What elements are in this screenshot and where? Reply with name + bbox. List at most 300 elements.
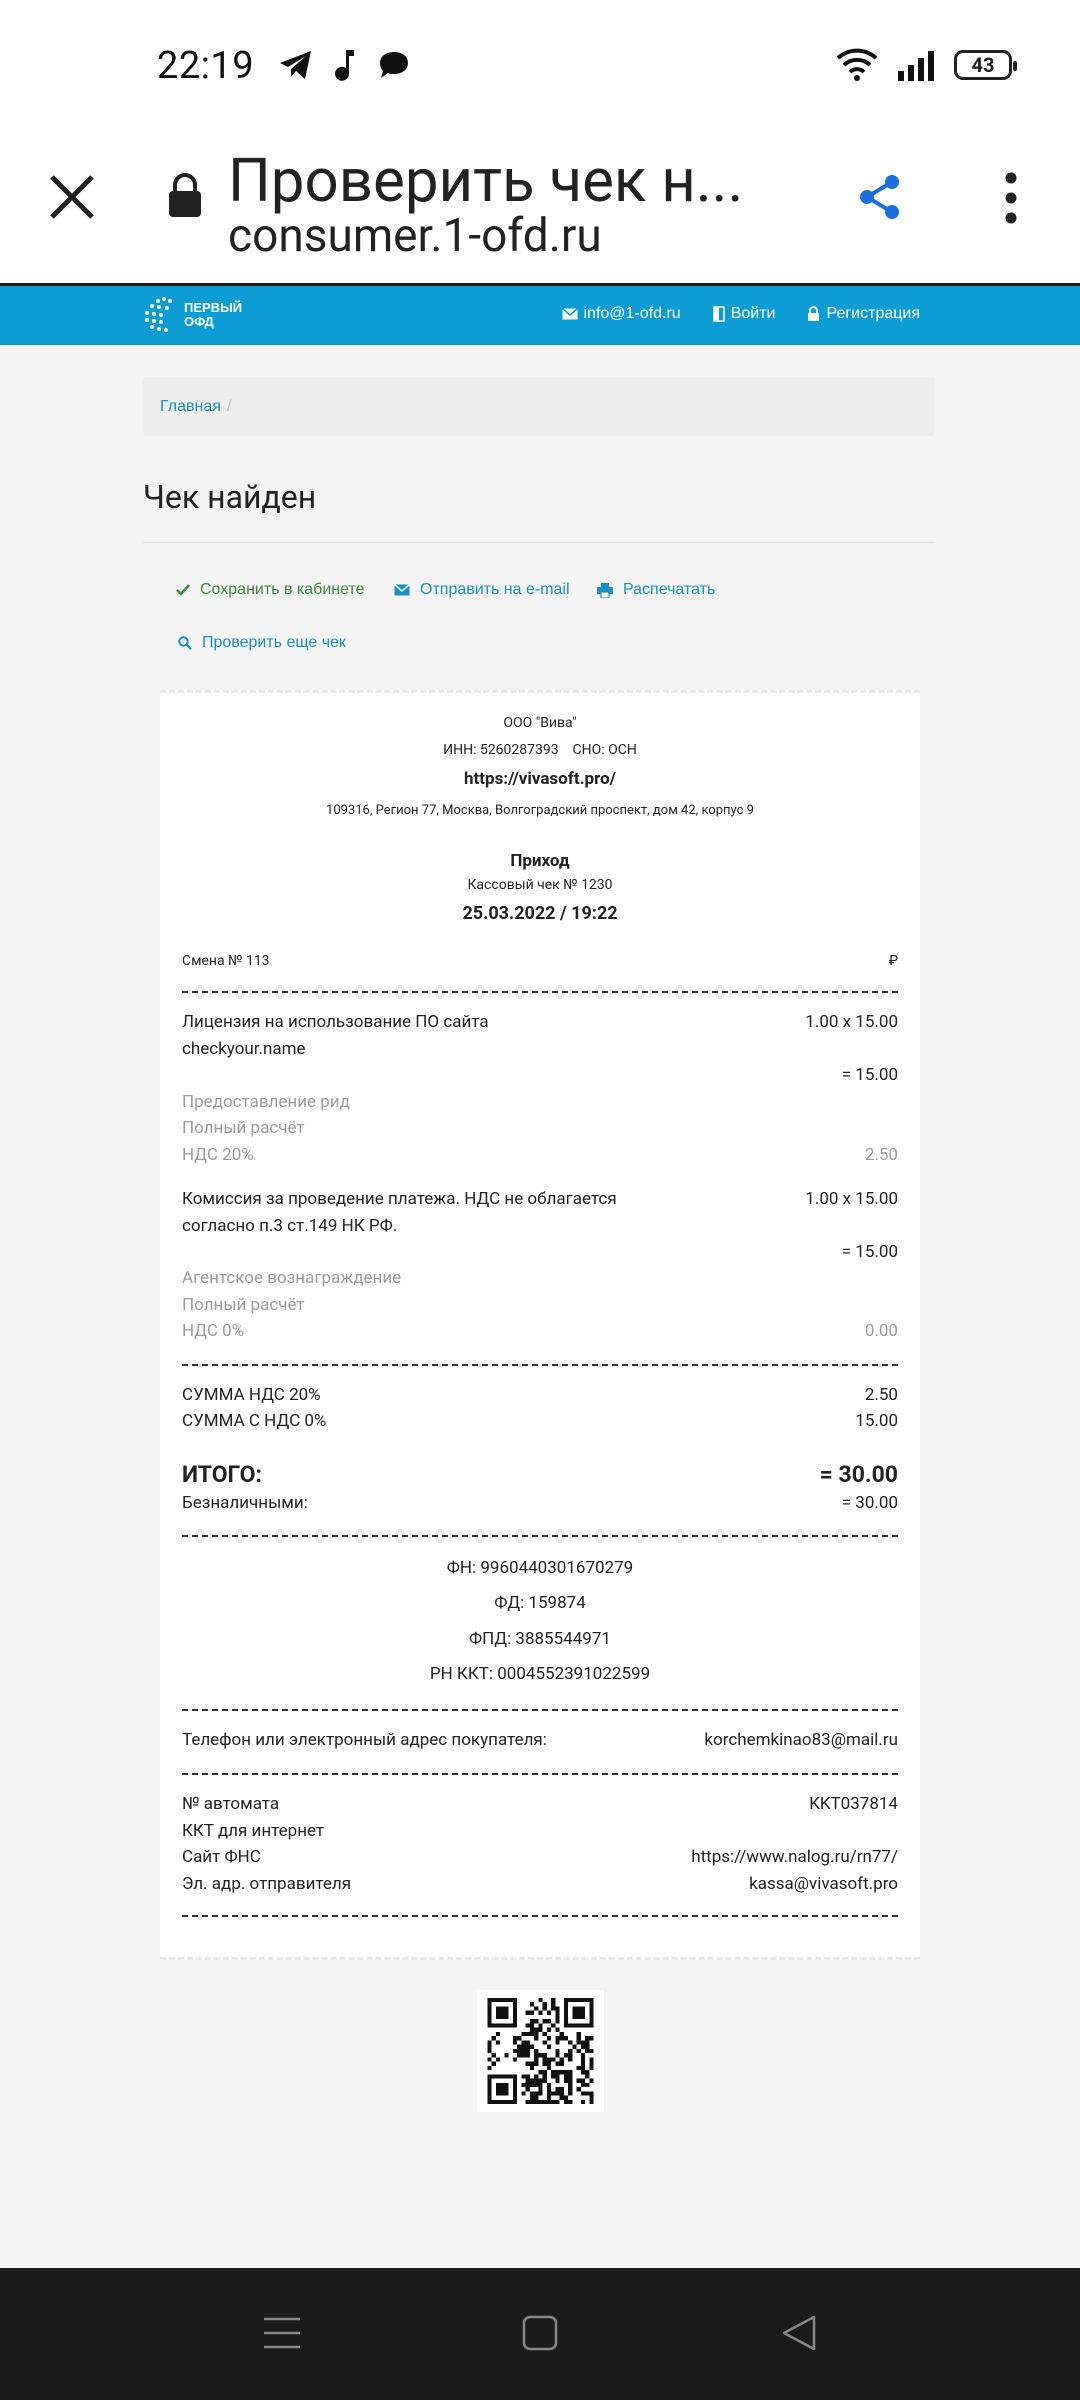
item-payment: Полный расчёт <box>182 1295 305 1315</box>
qr-module <box>560 2062 564 2066</box>
qr-module <box>589 2002 593 2006</box>
qr-module <box>589 2015 593 2019</box>
cashless-label: Безналичными: <box>182 1493 308 1513</box>
logo-dots-icon <box>142 296 176 334</box>
item-name-line2: согласно п.3 ст.149 НК РФ. <box>182 1216 398 1236</box>
qr-module <box>534 2083 538 2087</box>
check-another-button[interactable] <box>178 634 346 652</box>
qr-module <box>526 2079 530 2083</box>
qr-module <box>538 2079 542 2083</box>
qr-module <box>526 2032 530 2036</box>
qr-module <box>585 2040 589 2044</box>
music-note-icon <box>334 48 358 82</box>
qr-module <box>564 1998 568 2002</box>
page-title: Чек найден <box>143 478 317 516</box>
login-link[interactable] <box>713 305 776 323</box>
qr-module <box>555 2028 559 2032</box>
sender-email-label: Эл. адр. отправителя <box>182 1874 352 1894</box>
receipt-datetime: 25.03.2022 / 19:22 <box>462 903 618 924</box>
qr-module <box>488 2002 492 2006</box>
qr-module <box>555 2040 559 2044</box>
qr-module <box>534 2100 538 2104</box>
qr-module <box>496 2057 500 2061</box>
qr-module <box>534 2032 538 2036</box>
qr-module <box>538 2070 542 2074</box>
qr-module <box>547 2096 551 2100</box>
qr-module <box>581 2011 585 2015</box>
machine-number-label: № автомата <box>182 1794 280 1814</box>
qr-module <box>547 2011 551 2015</box>
qr-module <box>560 2036 564 2040</box>
qr-module <box>589 2023 593 2027</box>
qr-module <box>526 2062 530 2066</box>
close-icon[interactable] <box>46 171 98 223</box>
qr-module <box>581 2079 585 2083</box>
qr-module <box>585 2023 589 2027</box>
qr-module <box>564 2053 568 2057</box>
qr-module <box>530 2066 534 2070</box>
breadcrumb <box>143 377 935 436</box>
qr-module <box>517 2045 521 2049</box>
qr-module <box>496 2006 500 2010</box>
qr-module <box>555 2074 559 2078</box>
qr-module <box>488 2100 492 2104</box>
qr-module <box>551 2002 555 2006</box>
qr-module <box>568 2100 572 2104</box>
vat0-total-value: 15.00 <box>855 1411 898 1431</box>
item-name-line2: checkyour.name <box>182 1039 306 1059</box>
site-header <box>0 283 1080 345</box>
qr-module <box>513 2096 517 2100</box>
org-name: ООО "Вива" <box>503 715 577 731</box>
qr-module <box>488 2066 492 2070</box>
search-icon <box>178 636 192 650</box>
qr-module <box>504 2006 508 2010</box>
fns-site-value: https://www.nalog.ru/rn77/ <box>691 1847 898 1867</box>
buyer-contact-value: korchemkinao83@mail.ru <box>704 1730 898 1750</box>
qr-module <box>517 2049 521 2053</box>
qr-module <box>568 2091 572 2095</box>
qr-module <box>547 2057 551 2061</box>
status-time: 22:19 <box>157 44 255 88</box>
qr-module <box>560 2057 564 2061</box>
browser-toolbar <box>0 135 1080 283</box>
qr-module <box>496 2032 500 2036</box>
save-to-cabinet-button[interactable] <box>176 581 365 599</box>
vat20-total-label: СУММА НДС 20% <box>182 1385 321 1405</box>
qr-module <box>564 2015 568 2019</box>
qr-module <box>543 2019 547 2023</box>
item-vat-value: 0.00 <box>864 1321 898 1341</box>
qr-module <box>488 2040 492 2044</box>
qr-module <box>564 2011 568 2015</box>
qr-module <box>534 2049 538 2053</box>
qr-module <box>513 2074 517 2078</box>
qr-module <box>538 2023 542 2027</box>
qr-module <box>577 2011 581 2015</box>
qr-module <box>538 2100 542 2104</box>
qr-module <box>496 2083 500 2087</box>
divider <box>182 1535 898 1537</box>
qr-module <box>589 2096 593 2100</box>
qr-module <box>555 2011 559 2015</box>
machine-number-value: KKT037814 <box>809 1794 898 1814</box>
qr-module <box>572 2023 576 2027</box>
qr-module <box>488 2049 492 2053</box>
qr-module <box>504 2091 508 2095</box>
cashless-value: = 30.00 <box>841 1493 898 1513</box>
qr-module <box>526 2100 530 2104</box>
operation-type: Приход <box>510 851 570 871</box>
shift-number: Смена № 113 <box>182 953 270 969</box>
qr-module <box>521 2040 525 2044</box>
qr-module <box>500 2006 504 2010</box>
qr-module <box>543 2032 547 2036</box>
qr-module <box>564 2100 568 2104</box>
qr-module <box>496 2087 500 2091</box>
breadcrumb-separator: / <box>226 398 232 415</box>
qr-module <box>534 2019 538 2023</box>
qr-module <box>500 2015 504 2019</box>
qr-module <box>513 2036 517 2040</box>
qr-module <box>555 2091 559 2095</box>
qr-module <box>488 2083 492 2087</box>
qr-module <box>547 2045 551 2049</box>
qr-module <box>543 2074 547 2078</box>
qr-module <box>530 2028 534 2032</box>
qr-module <box>564 2002 568 2006</box>
qr-module <box>488 2006 492 2010</box>
qr-module <box>560 2032 564 2036</box>
qr-module <box>488 1998 492 2002</box>
item-type: Предоставление рид <box>182 1092 350 1112</box>
qr-module <box>500 2011 504 2015</box>
qr-module <box>530 2079 534 2083</box>
qr-module <box>500 2087 504 2091</box>
qr-module <box>513 2019 517 2023</box>
system-navigation-bar <box>0 2268 1080 2400</box>
qr-module <box>572 2011 576 2015</box>
qr-module <box>513 2049 517 2053</box>
qr-module <box>526 2053 530 2057</box>
qr-module <box>538 2053 542 2057</box>
qr-module <box>526 2087 530 2091</box>
qr-module <box>589 2100 593 2104</box>
share-icon[interactable] <box>858 173 902 221</box>
qr-module <box>568 2083 572 2087</box>
item-qty-price: 1.00 x 15.00 <box>805 1189 898 1209</box>
qr-module <box>513 2079 517 2083</box>
qr-module <box>581 2053 585 2057</box>
divider <box>182 1773 898 1775</box>
qr-module <box>581 2057 585 2061</box>
site-logo[interactable] <box>142 296 242 334</box>
qr-module <box>551 2006 555 2010</box>
fd-number: ФД: 159874 <box>494 1593 586 1613</box>
qr-module <box>581 2045 585 2049</box>
qr-module <box>585 1998 589 2002</box>
qr-module <box>551 2023 555 2027</box>
qr-module <box>577 2036 581 2040</box>
page-tab-title: Проверить чек н... <box>228 145 744 216</box>
qr-module <box>513 2011 517 2015</box>
qr-module <box>555 2019 559 2023</box>
qr-module <box>543 2057 547 2061</box>
qr-module <box>526 2011 530 2015</box>
qr-module <box>521 2045 525 2049</box>
qr-module <box>538 2028 542 2032</box>
qr-module <box>521 2032 525 2036</box>
send-email-label: Отправить на e-mail <box>420 581 570 598</box>
qr-module <box>509 2023 513 2027</box>
envelope-icon <box>562 308 578 320</box>
register-link-label: Регистрация <box>826 305 920 322</box>
inn: ИНН: 5260287393 <box>443 742 559 758</box>
battery-icon: 43 <box>954 50 1012 80</box>
qr-module <box>488 2096 492 2100</box>
qr-module <box>589 2006 593 2010</box>
telegram-icon <box>278 49 314 81</box>
qr-module <box>585 2036 589 2040</box>
qr-module <box>555 2036 559 2040</box>
qr-module <box>513 2083 517 2087</box>
qr-module <box>560 2091 564 2095</box>
qr-module <box>513 2015 517 2019</box>
qr-module <box>530 2045 534 2049</box>
lock-icon[interactable] <box>167 173 203 219</box>
qr-module <box>534 2036 538 2040</box>
qr-module <box>560 2087 564 2091</box>
url-bar[interactable]: consumer.1-ofd.ru <box>228 209 602 263</box>
qr-module <box>488 2023 492 2027</box>
currency-sign: ₽ <box>888 953 898 969</box>
qr-module <box>534 2096 538 2100</box>
item-vat-value: 2.50 <box>864 1145 898 1165</box>
qr-module <box>551 2070 555 2074</box>
qr-module <box>589 2062 593 2066</box>
qr-module <box>589 2066 593 2070</box>
qr-module <box>530 2002 534 2006</box>
qr-module <box>564 2096 568 2100</box>
qr-module <box>589 2036 593 2040</box>
qr-module <box>492 2062 496 2066</box>
qr-module <box>551 2074 555 2078</box>
qr-module <box>496 2023 500 2027</box>
checkmark-icon <box>176 584 190 596</box>
qr-module <box>488 2057 492 2061</box>
qr-module <box>500 2023 504 2027</box>
qr-module <box>504 2011 508 2015</box>
qr-module <box>526 2049 530 2053</box>
send-email-button[interactable] <box>394 581 570 599</box>
fn-number: ФН: 9960440301670279 <box>446 1558 634 1578</box>
qr-module <box>543 2040 547 2044</box>
qr-module <box>504 2074 508 2078</box>
divider <box>182 1915 898 1917</box>
qr-module <box>577 1998 581 2002</box>
print-label: Распечатать <box>623 581 716 598</box>
qr-module <box>589 2057 593 2061</box>
qr-module <box>555 2006 559 2010</box>
qr-module <box>577 2006 581 2010</box>
logo-line2: ОФД <box>184 314 214 329</box>
item-vat-label: НДС 0% <box>182 1321 245 1341</box>
qr-module <box>555 2100 559 2104</box>
qr-module <box>521 2091 525 2095</box>
qr-module <box>500 2083 504 2087</box>
qr-module <box>500 2091 504 2095</box>
qr-module <box>492 1998 496 2002</box>
qr-module <box>555 2070 559 2074</box>
envelope-icon <box>394 584 410 596</box>
vat0-total-label: СУММА С НДС 0% <box>182 1411 327 1431</box>
qr-module <box>581 2040 585 2044</box>
sender-email-value: kassa@vivasoft.pro <box>749 1874 898 1894</box>
qr-module <box>492 2053 496 2057</box>
qr-module <box>504 2053 508 2057</box>
total-value: = 30.00 <box>819 1461 898 1488</box>
qr-module <box>496 2011 500 2015</box>
home-square-icon[interactable] <box>521 2313 559 2353</box>
qr-module <box>555 2015 559 2019</box>
qr-module <box>547 2019 551 2023</box>
qr-module <box>547 2100 551 2104</box>
qr-module <box>564 2006 568 2010</box>
qr-module <box>568 2079 572 2083</box>
kkt-internet-label: ККТ для интернет <box>182 1821 325 1841</box>
qr-module <box>564 2070 568 2074</box>
qr-module <box>500 1998 504 2002</box>
qr-module <box>496 1998 500 2002</box>
qr-module <box>568 2087 572 2091</box>
qr-module <box>534 2074 538 2078</box>
qr-module <box>534 2091 538 2095</box>
qr-module <box>585 2083 589 2087</box>
qr-module <box>543 2100 547 2104</box>
item-name-line1: Лицензия на использование ПО сайта <box>182 1012 489 1032</box>
register-link[interactable] <box>807 305 920 323</box>
logo-line1: ПЕРВЫЙ <box>184 300 243 315</box>
back-triangle-icon[interactable] <box>780 2313 818 2353</box>
qr-module <box>581 2083 585 2087</box>
qr-module <box>572 2006 576 2010</box>
qr-module <box>568 2049 572 2053</box>
breadcrumb-home[interactable]: Главная <box>160 398 221 415</box>
print-button[interactable] <box>597 581 715 599</box>
qr-module <box>534 2079 538 2083</box>
login-link-label: Войти <box>730 305 776 322</box>
qr-module <box>577 2087 581 2091</box>
status-bar <box>0 0 1080 135</box>
qr-module <box>581 1998 585 2002</box>
login-door-icon <box>713 306 725 322</box>
qr-module <box>517 2053 521 2057</box>
email-link[interactable] <box>562 305 681 323</box>
qr-module <box>560 2096 564 2100</box>
qr-module <box>496 2100 500 2104</box>
qr-module <box>551 1998 555 2002</box>
qr-module <box>543 2062 547 2066</box>
qr-module <box>526 2083 530 2087</box>
printer-icon <box>597 583 613 598</box>
qr-module <box>534 2062 538 2066</box>
qr-module <box>585 2070 589 2074</box>
rn-kkt-number: РН ККТ: 0004552391022599 <box>429 1664 651 1684</box>
more-options-icon[interactable] <box>995 171 1027 225</box>
qr-module <box>572 2045 576 2049</box>
qr-module <box>492 2074 496 2078</box>
qr-module <box>581 2100 585 2104</box>
qr-code-image <box>485 1998 596 2104</box>
qr-module <box>538 2083 542 2087</box>
qr-module <box>521 2083 525 2087</box>
qr-module <box>530 2091 534 2095</box>
qr-module <box>543 2053 547 2057</box>
qr-module <box>492 2100 496 2104</box>
qr-module <box>581 2006 585 2010</box>
qr-module <box>517 2036 521 2040</box>
qr-module <box>534 2028 538 2032</box>
qr-module <box>538 2091 542 2095</box>
qr-module <box>513 2002 517 2006</box>
qr-module <box>568 2040 572 2044</box>
qr-module <box>496 2091 500 2095</box>
qr-module <box>572 2015 576 2019</box>
qr-module <box>496 2040 500 2044</box>
qr-module <box>521 2053 525 2057</box>
menu-icon[interactable] <box>262 2313 302 2353</box>
qr-module <box>564 2023 568 2027</box>
qr-module <box>500 2100 504 2104</box>
item-sum: = 15.00 <box>841 1242 898 1262</box>
qr-module <box>543 2006 547 2010</box>
qr-module <box>547 2091 551 2095</box>
qr-module <box>492 2023 496 2027</box>
qr-module <box>513 2023 517 2027</box>
receipt-number: Кассовый чек № 1230 <box>467 877 613 893</box>
qr-module <box>585 2091 589 2095</box>
qr-module <box>577 2023 581 2027</box>
qr-module <box>504 1998 508 2002</box>
qr-module <box>547 2028 551 2032</box>
qr-module <box>585 2074 589 2078</box>
qr-module <box>547 2036 551 2040</box>
qr-module <box>534 2006 538 2010</box>
qr-module <box>521 2049 525 2053</box>
item-name-line1: Комиссия за проведение платежа. НДС не облагается <box>182 1189 617 1209</box>
qr-module <box>581 2062 585 2066</box>
qr-module <box>547 2062 551 2066</box>
qr-module <box>555 2049 559 2053</box>
qr-module <box>488 2074 492 2078</box>
qr-module <box>568 2057 572 2061</box>
qr-module <box>530 2023 534 2027</box>
sno: СНО: ОСН <box>572 742 637 758</box>
inn-sno-line <box>160 742 920 758</box>
qr-module <box>492 2036 496 2040</box>
qr-module <box>564 2074 568 2078</box>
qr-module <box>530 2062 534 2066</box>
qr-module <box>547 2087 551 2091</box>
divider <box>182 1709 898 1711</box>
receipt-card <box>160 690 920 1960</box>
divider <box>182 991 898 993</box>
qr-module <box>526 2045 530 2049</box>
item-qty-price: 1.00 x 15.00 <box>805 1012 898 1032</box>
qr-module <box>496 2015 500 2019</box>
qr-module <box>564 2019 568 2023</box>
qr-module <box>488 2011 492 2015</box>
